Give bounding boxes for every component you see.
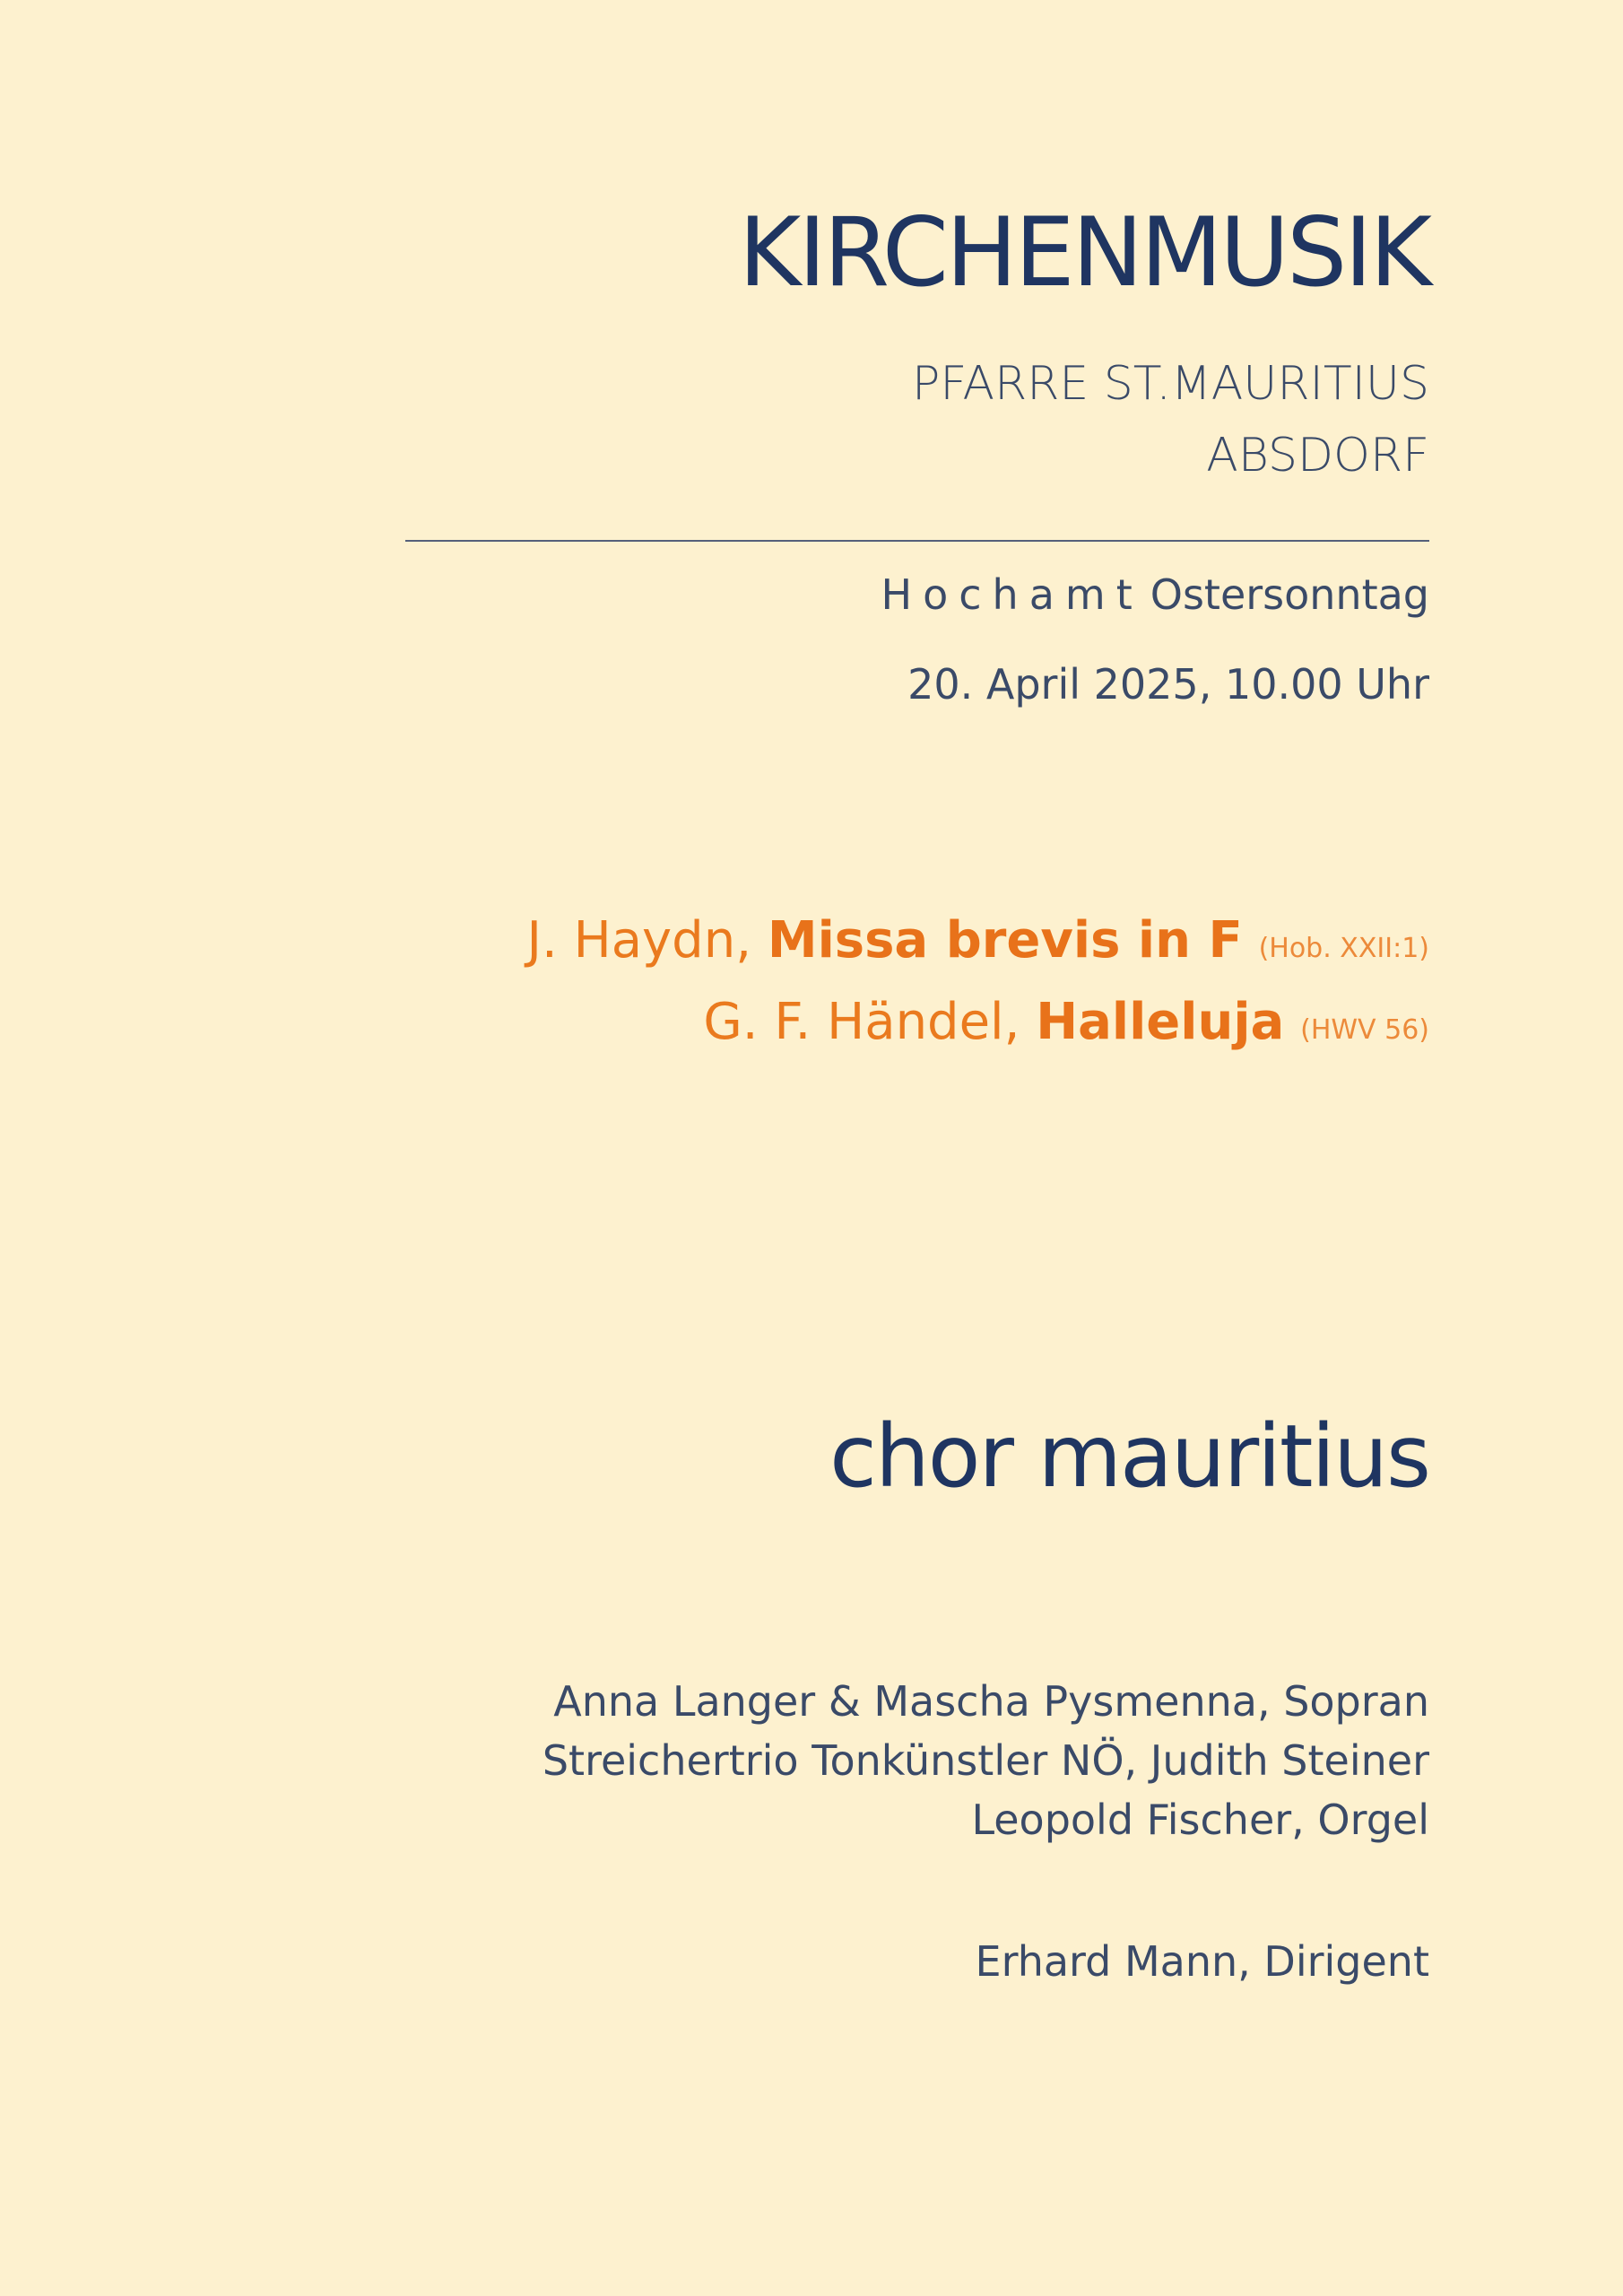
page-title: KIRCHENMUSIK xyxy=(738,197,1429,308)
service-name: Hochamt xyxy=(881,570,1143,619)
parish-line-1: PFARRE ST.MAURITIUS xyxy=(912,357,1429,411)
work-title: Halleluja xyxy=(1036,993,1285,1051)
choir-name: chor mauritius xyxy=(829,1406,1429,1507)
performer-line: Streichertrio Tonkünstler NÖ, Judith Steiner xyxy=(542,1736,1429,1785)
service-occasion: Ostersonntag xyxy=(1150,570,1429,619)
works-list xyxy=(527,904,1430,1067)
work-catalog: (Hob. XXII:1) xyxy=(1258,933,1429,964)
parish-name xyxy=(912,348,1429,491)
performers-list xyxy=(542,1672,1429,1849)
service-datetime: 20. April 2025, 10.00 Uhr xyxy=(907,660,1429,709)
service-title xyxy=(881,570,1429,619)
divider xyxy=(405,540,1429,542)
conductor: Erhard Mann, Dirigent xyxy=(975,1937,1429,1986)
performer-line: Anna Langer & Mascha Pysmenna, Sopran xyxy=(553,1677,1429,1726)
work-composer: J. Haydn, xyxy=(526,911,752,970)
work-composer: G. F. Händel, xyxy=(703,993,1020,1051)
performer-line: Leopold Fischer, Orgel xyxy=(971,1796,1429,1844)
parish-line-2: ABSDORF xyxy=(1206,429,1429,483)
work-item xyxy=(527,986,1430,1067)
work-catalog: (HWV 56) xyxy=(1300,1014,1429,1046)
work-title: Missa brevis in F xyxy=(767,911,1243,970)
work-item xyxy=(527,904,1430,986)
